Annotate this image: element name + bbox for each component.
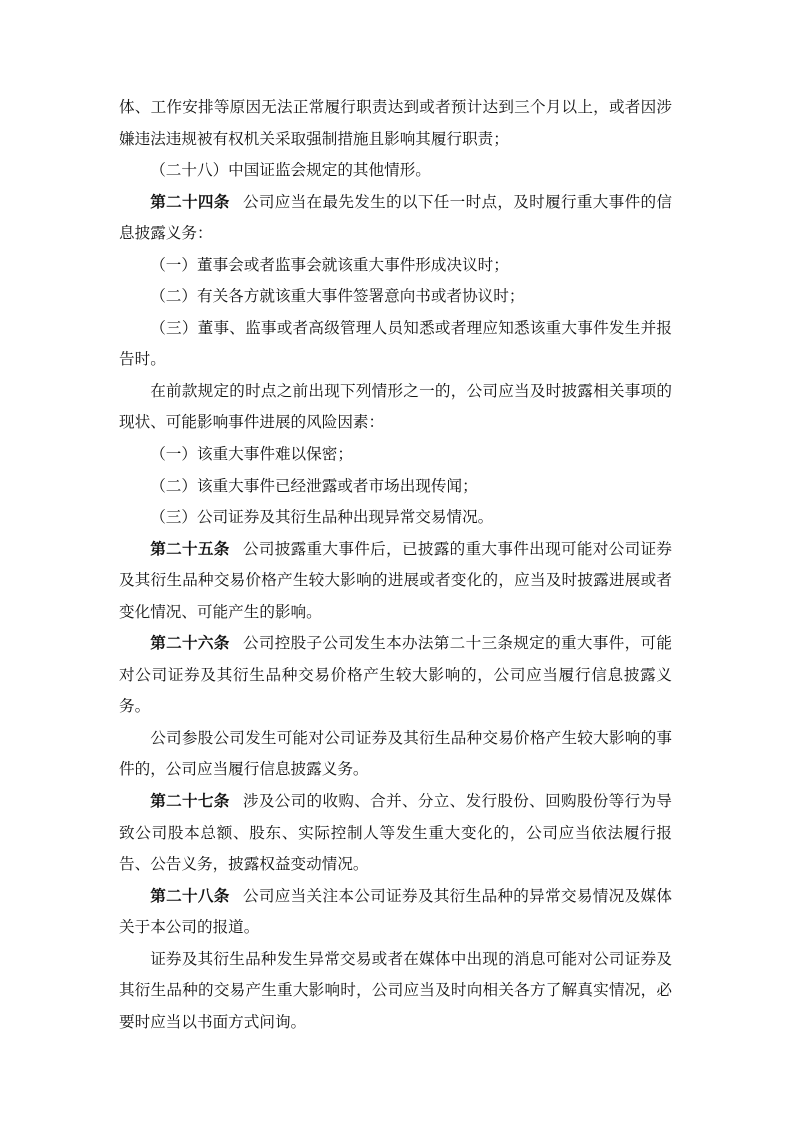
article-number: 第二十四条 bbox=[150, 193, 230, 211]
article-number: 第二十六条 bbox=[150, 635, 230, 653]
article-number: 第二十七条 bbox=[150, 793, 230, 811]
paragraph-text: 公司应当关注本公司证券及其衍生品种的异常交易情况及媒体关于本公司的报道。 bbox=[119, 887, 672, 937]
document-body bbox=[119, 92, 672, 1038]
paragraph-text: 在前款规定的时点之前出现下列情形之一的，公司应当及时披露相关事项的现状、可能影响事件进展的风险因素： bbox=[119, 382, 672, 432]
paragraph-text: （二）有关各方就该重大事件签署意向书或者协议时； bbox=[150, 288, 525, 306]
paragraph-text: （一）董事会或者监事会就该重大事件形成决议时； bbox=[150, 256, 509, 274]
paragraph bbox=[119, 155, 672, 187]
paragraph bbox=[119, 250, 672, 282]
paragraph-text: 涉及公司的收购、合并、分立、发行股份、回购股份等行为导致公司股本总额、股东、实际控制人等发生重大变化的，公司应当依法履行报告、公告义务，披露权益变动情况。 bbox=[119, 793, 672, 874]
paragraph bbox=[119, 471, 672, 503]
article-number: 第二十五条 bbox=[150, 540, 230, 558]
paragraph-text: （三）公司证券及其衍生品种出现异常交易情况。 bbox=[150, 509, 494, 527]
paragraph bbox=[119, 439, 672, 471]
paragraph-text: 证券及其衍生品种发生异常交易或者在媒体中出现的消息可能对公司证券及其衍生品种的交易产生重大影响时，公司应当及时向相关各方了解真实情况，必要时应当以书面方式问询。 bbox=[119, 950, 672, 1031]
paragraph bbox=[119, 313, 672, 376]
article-paragraph bbox=[119, 187, 672, 250]
article-paragraph bbox=[119, 628, 672, 723]
article-paragraph bbox=[119, 534, 672, 629]
paragraph-text: 公司披露重大事件后，已披露的重大事件出现可能对公司证券及其衍生品种交易价格产生较大影响的进展或者变化的，应当及时披露进展或者变化情况、可能产生的影响。 bbox=[119, 540, 672, 621]
paragraph bbox=[119, 281, 672, 313]
paragraph-text: 公司参股公司发生可能对公司证券及其衍生品种交易价格产生较大影响的事件的，公司应当履行信息披露义务。 bbox=[119, 729, 672, 779]
paragraph-text: （三）董事、监事或者高级管理人员知悉或者理应知悉该重大事件发生并报告时。 bbox=[119, 319, 672, 369]
paragraph-text: 公司应当在最先发生的以下任一时点，及时履行重大事件的信息披露义务： bbox=[119, 193, 672, 243]
paragraph bbox=[119, 723, 672, 786]
article-paragraph bbox=[119, 786, 672, 881]
paragraph-text: （一）该重大事件难以保密； bbox=[150, 446, 353, 464]
paragraph-text: （二十八）中国证监会规定的其他情形。 bbox=[150, 162, 431, 180]
paragraph bbox=[119, 376, 672, 439]
paragraph bbox=[119, 92, 672, 155]
paragraph-text: 公司控股子公司发生本办法第二十三条规定的重大事件，可能对公司证券及其衍生品种交易价格产生较大影响的，公司应当履行信息披露义务。 bbox=[119, 635, 672, 716]
article-paragraph bbox=[119, 881, 672, 944]
paragraph-text: 体、工作安排等原因无法正常履行职责达到或者预计达到三个月以上，或者因涉嫌违法违规被有权机关采取强制措施且影响其履行职责； bbox=[119, 99, 672, 148]
paragraph bbox=[119, 502, 672, 534]
article-number: 第二十八条 bbox=[150, 887, 230, 905]
paragraph-text: （二）该重大事件已经泄露或者市场出现传闻； bbox=[150, 477, 478, 495]
paragraph bbox=[119, 944, 672, 1039]
